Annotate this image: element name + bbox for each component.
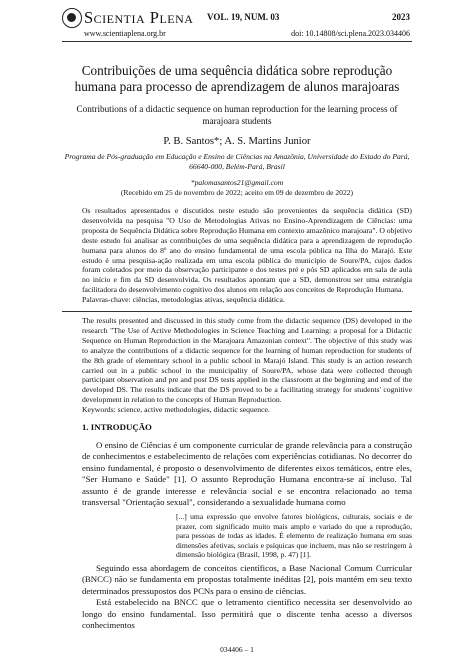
abstract-english xyxy=(82,316,412,415)
volume-number: VOL. 19, NUM. 03 xyxy=(207,12,280,22)
intro-para1-text: O ensino de Ciências é um componente curricular de grande relevância para a construção de conhecimentos e estabelecimento de relações com experiências cotidianas. No decorrer do ensino fundamental, é proposto o desenvolvimento de diferentes eixos temáticos, entre eles, "Ser Humano e Saúde" [1]. O assunto Reprodução Humana encontra-se aí incluso. Tal assunto é de grande interesse e relevância social e se encontra relacionado ao tema transversal "Orientação sexual", considerando a sexualidade humana como xyxy=(82,440,412,508)
section-heading-introducao: 1. INTRODUÇÃO xyxy=(82,422,152,432)
intro-paragraph-1 xyxy=(82,440,412,508)
doi-link[interactable]: doi: 10.14808/sci.plena.2023.034406 xyxy=(291,29,410,38)
abstract-portuguese xyxy=(82,206,412,305)
journal-name: Scientia Plena xyxy=(84,8,194,27)
block-quote: [...] uma expressão que envolve fatores biológicos, culturais, sociais e de prazer, com significado muito mais amplo e variado do que a reprodução, para pessoas de todas as idades. É elemento de realização humana em suas dimensões afetivas, sociais e psíquicas que incluem, mas não se restringem à dimensão biológica (Brasil, 1998, p. 47) [1]. xyxy=(176,512,412,560)
journal-site-link[interactable]: www.scientiaplena.org.br xyxy=(84,29,166,38)
keywords-en: Keywords: science, active methodologies, didactic sequence. xyxy=(82,405,270,415)
abstract-pt-text: Os resultados apresentados e discutidos neste estudo são provenientes da sequência didática (SD) desenvolvida na pesquisa "O Uso de Metodologias Ativas no Ensino-Aprendizagem de Ciências: uma proposta de Sequência Didática sobre Reprodução Humana em contexto amazônico marajoara". O objetivo deste estudo foi analisar as contribuições de uma sequência didática para a aprendizagem de reprodução humana para alunos do 8º ano do ensino fundamental de uma escola pública na Ilha do Marajó. Este estudo é uma pesquisa-ação realizada em uma escola pública do município de Soure/PA, cujos dados foram coletados por meio da observação participante e dos testes pré e pós SD aplicados em sala de aula no início e fim da SD desenvolvida. Os resultados apontam que a SD, demonstrou ser uma estratégia facilitadora do desenvolvimento cognitivo dos alunos em relação aos conceitos de Reprodução Humana. xyxy=(82,206,412,295)
author-affiliation: Programa de Pós-graduação em Educação e Ensino de Ciências na Amazônia, Universidade do Estado do Pará, 66640-000, Belém-Pará, Brasil xyxy=(64,152,410,171)
received-accepted-dates: (Recebido em 25 de novembro de 2022; aceito em 09 de dezembro de 2022) xyxy=(120,188,354,197)
keywords-pt: Palavras-chave: ciências, metodologias ativas, sequência didática. xyxy=(82,295,285,305)
intro-para2-text: Seguindo essa abordagem de conceitos científicos, a Base Nacional Comum Curricular (BNCC) não se fundamenta em propostas totalmente inéditas [2], pois mantém em seu texto determinados pressupostos dos PCNs para o ensino de ciências. xyxy=(82,563,412,596)
header-divider xyxy=(62,41,412,42)
journal-logo-icon xyxy=(62,8,82,28)
intro-para3-text: Está estabelecido na BNCC que o letramento científico necessita ser desenvolvido ao longo do ensino fundamental. Isso permitirá que o discente tenha acesso a diversos conhecimentos xyxy=(82,597,412,631)
publication-year: 2023 xyxy=(392,12,410,22)
author-email[interactable]: *palomasantos21@gmail.com xyxy=(190,178,284,187)
abstract-en-text: The results presented and discussed in this study come from the didactic sequence (DS) developed in the research "The Use of Active Methodologies in Science Teaching and Learning: a proposal for a Didactic Sequence on Human Reproduction in the Marajoara Amazonian context". The objective of this study was to analyze the contributions of a didactic sequence for the learning of human reproduction for students of the 8th grade of elementary school in a public school in Marajó Island. This study is an action research carried out in a public school in the municipality of Soure/PA, whose data were collected through participant observation and pre and post DS tests applied in the classroom at the beginning and end of the developed DS. The results indicate that the DS proved to be a facilitating strategy for students' cognitive development in relation to the concepts of Human Reproduction. xyxy=(82,316,412,405)
abstract-divider xyxy=(62,311,412,312)
page-number: 034406 – 1 xyxy=(220,645,254,654)
article-title-english: Contributions of a didactic sequence on human reproduction for the learning process of marajoara students xyxy=(76,104,398,126)
article-authors: P. B. Santos*; A. S. Martins Junior xyxy=(163,136,311,147)
intro-paragraph-2 xyxy=(82,563,412,631)
article-title: Contribuições de uma sequência didática sobre reprodução humana para processo de aprendizagem de alunos marajoaras xyxy=(74,63,400,94)
